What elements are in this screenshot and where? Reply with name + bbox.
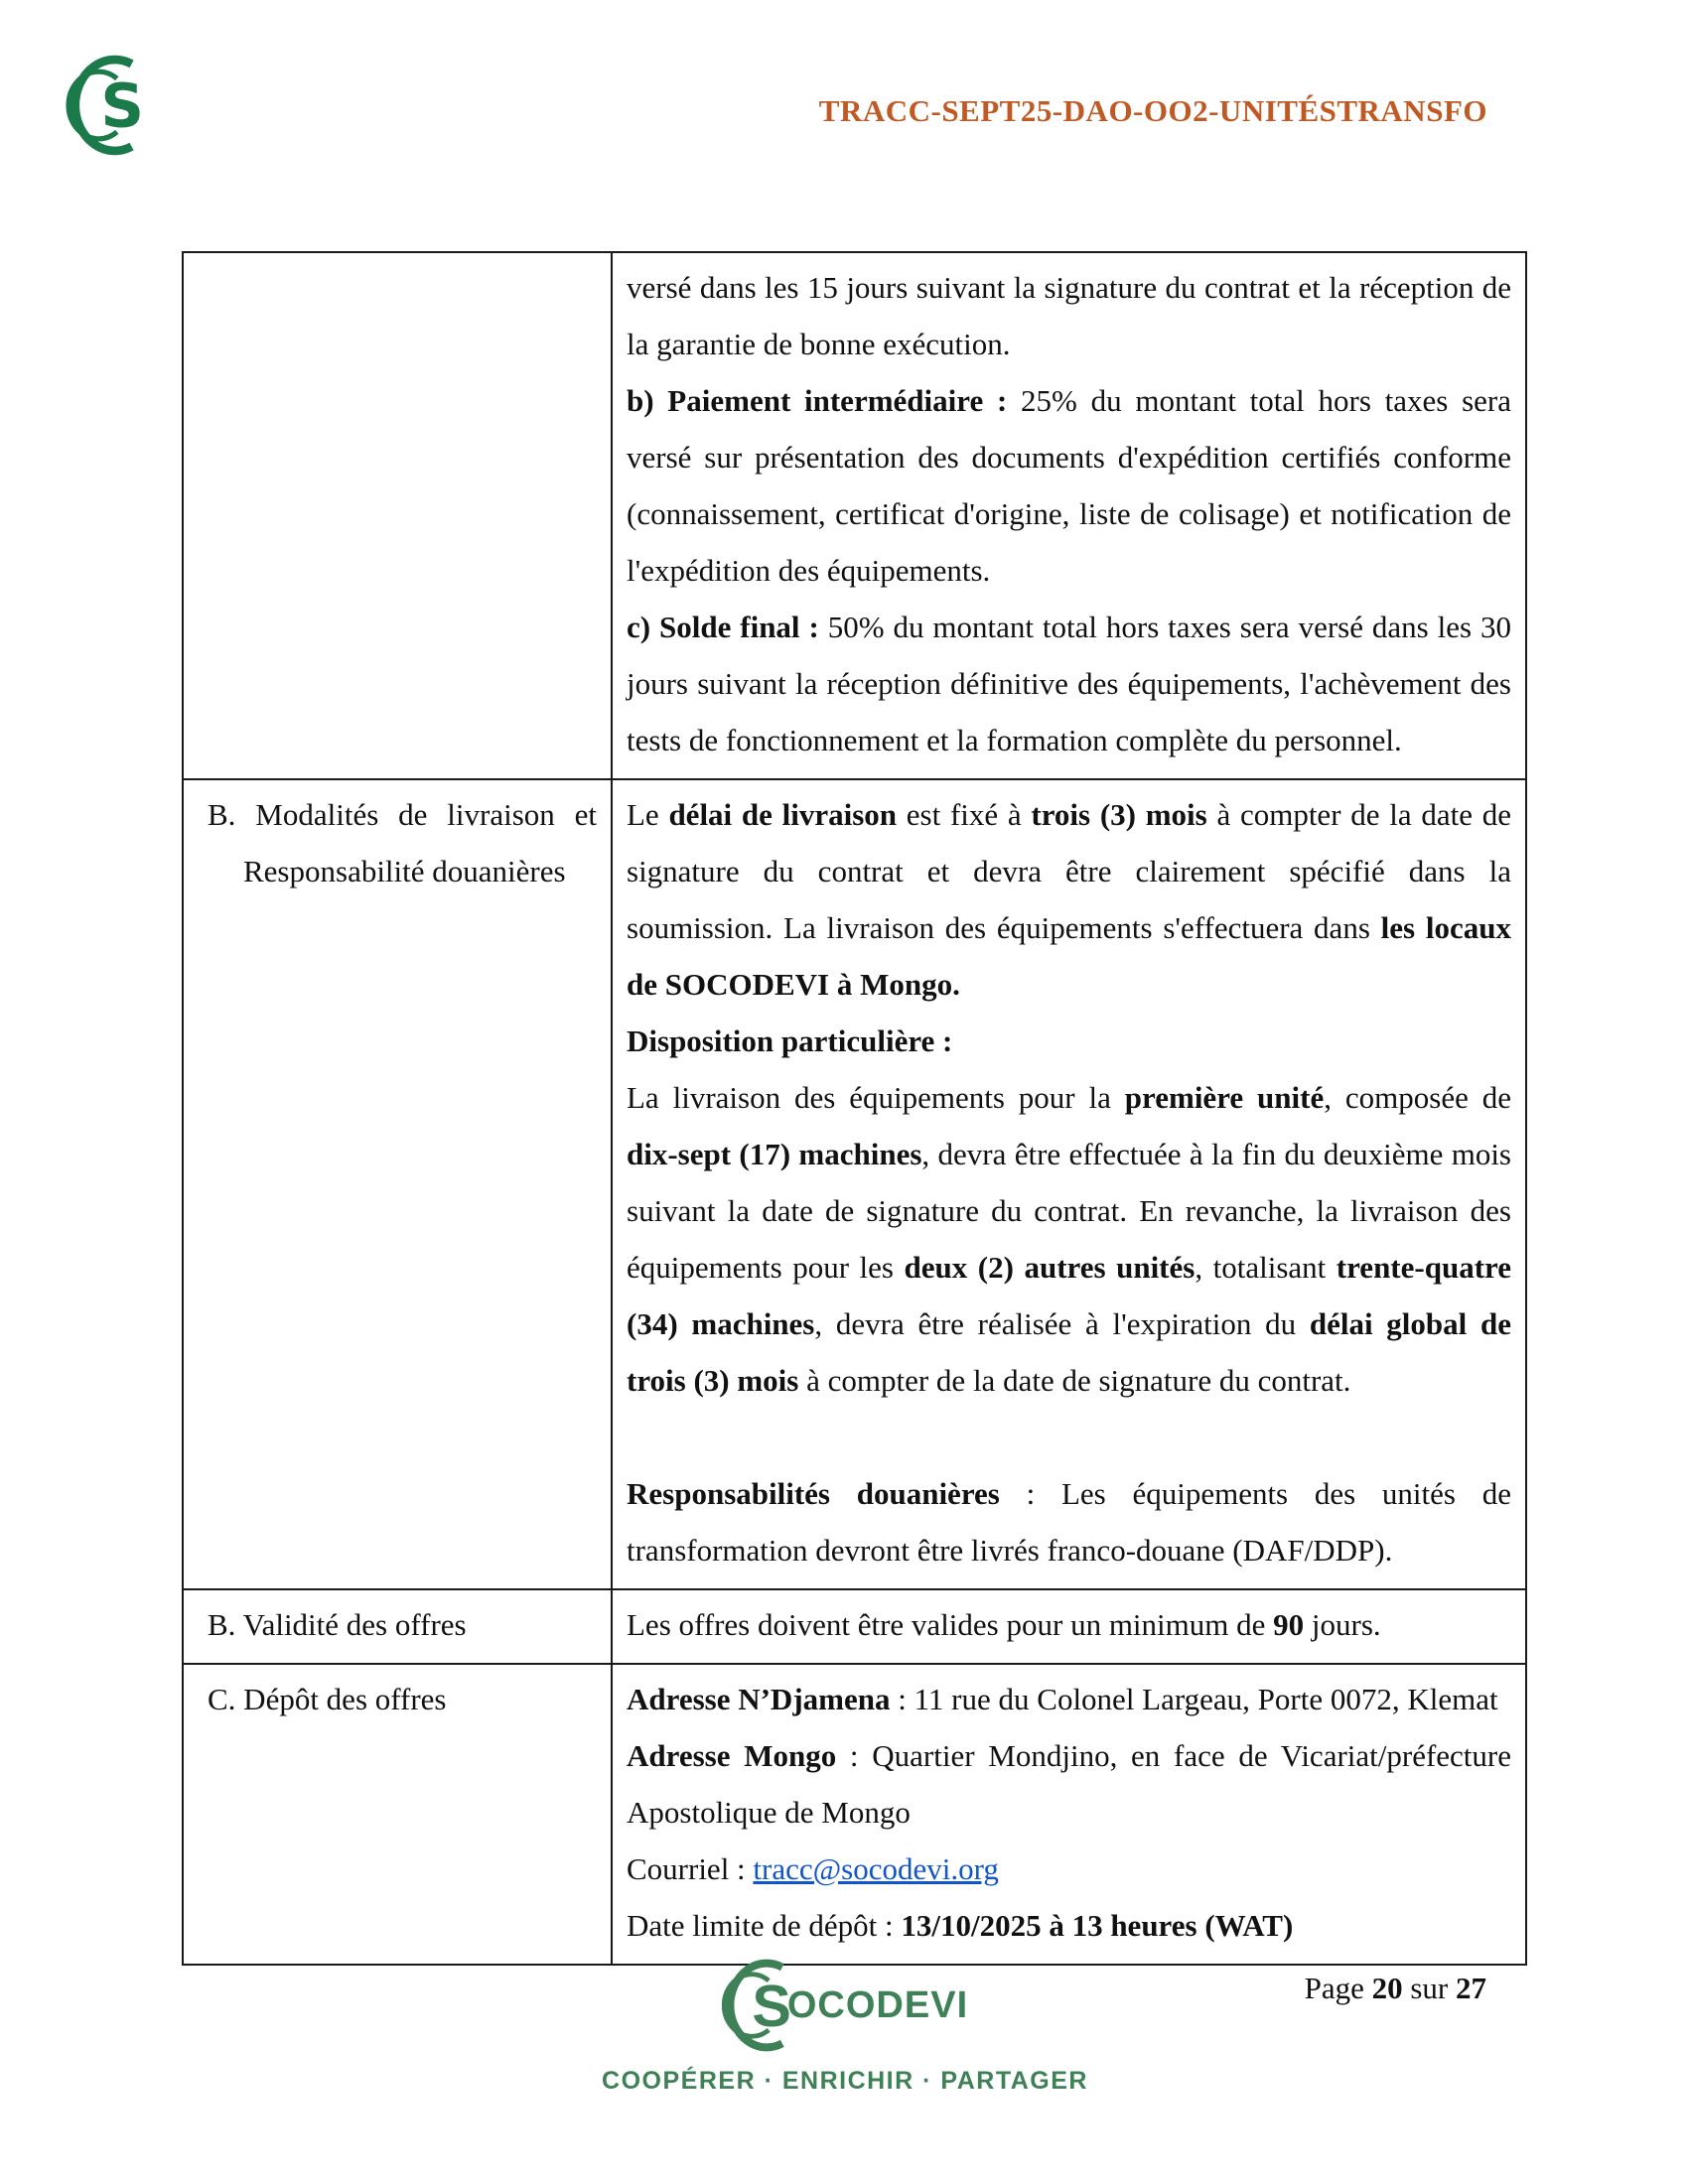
paragraph: Courriel : tracc@socodevi.org [627,1851,999,1886]
row-content-cell [612,252,1526,779]
paragraph: Date limite de dépôt : 13/10/2025 à 13 heures (WAT) [627,1908,1294,1943]
socodevi-crescent-s-icon [66,54,153,157]
paragraph: Disposition particulière : [627,1024,953,1058]
paragraph: Responsabilité douanières [243,854,566,888]
paragraph: b) Paiement intermédiaire : 25% du montant total hors taxes sera versé sur présentation des documents d'expédition certifiés conforme (connaissement, certificat d'origine, liste de colisage) et notification de l'expédition des équipements. [627,383,1512,588]
paragraph: Adresse N’Djamena : 11 rue du Colonel Largeau, Porte 0072, Klemat [627,1682,1498,1716]
offer-submission-content [627,1671,1511,1954]
paragraph: B. Validité des offres [208,1607,467,1642]
delivery-terms-content [627,786,1511,1578]
row-label-cell [183,779,612,1589]
contract-conditions-table [182,251,1527,1966]
paragraph: C. Dépôt des offres [208,1682,447,1716]
paragraph: Adresse Mongo : Quartier Mondjino, en face de Vicariat/préfecture Apostolique de Mongo [627,1738,1511,1830]
svg-text:S: S [752,1972,791,2039]
row-content-cell [612,1589,1526,1664]
page-number: Page 20 sur 27 [1304,1971,1486,2005]
paragraph: Responsabilités douanières : Les équipements des unités de transformation devront être livrés franco-douane (DAF/DDP). [627,1476,1511,1568]
table-row-offer-submission [183,1664,1526,1965]
spacer-line [627,1409,1511,1465]
footer-tagline: COOPÉRER · ENRICHIR · PARTAGER [602,2067,1088,2095]
row-label-cell [183,1589,612,1664]
payment-terms-content [627,259,1511,768]
paragraph: La livraison des équipements pour la première unité, composée de dix-sept (17) machines, devra être effectuée à la fin du deuxième mois suivant la date de signature du contrat. En revanche, la livraison des équipements pour les deux (2) autres unités, totalisant trente-quatre (34) machines, devra être réalisée à l'expiration du délai global de trois (3) mois à compter de la date de signature du contrat. [627,1080,1512,1398]
socodevi-wordmark [722,1958,968,2053]
table-row-payment-terms [183,252,1526,779]
row-label-cell [183,1664,612,1965]
delivery-terms-label [208,786,597,899]
email-link[interactable]: tracc@socodevi.org [753,1851,999,1886]
offer-validity-label [208,1596,597,1653]
paragraph: Les offres doivent être valides pour un minimum de 90 jours. [627,1607,1381,1642]
paragraph: c) Solde final : 50% du montant total hors taxes sera versé dans les 30 jours suivant la réception définitive des équipements, l'achèvement des tests de fonctionnement et la formation complète du personnel. [627,610,1511,757]
paragraph: B. Modalités de livraison et [208,797,597,832]
row-label-cell [183,252,612,779]
brand-wordmark-text: OCODEVI [786,1983,969,2026]
paragraph: Le délai de livraison est fixé à trois (3) mois à compter de la date de signature du contrat et devra être clairement spécifié dans la soumission. La livraison des équipements s'effectuera dans les locaux de SOCODEVI à Mongo. [627,797,1511,1002]
row-content-cell [612,779,1526,1589]
table-row-offer-validity [183,1589,1526,1664]
offer-validity-content [627,1596,1511,1653]
svg-text:S: S [100,71,145,142]
document-reference: TRACC-SEPT25-DAO-OO2-UNITÉSTRANSFO [818,93,1487,128]
row-content-cell [612,1664,1526,1965]
table-row-delivery-terms [183,779,1526,1589]
paragraph: versé dans les 15 jours suivant la signature du contrat et la réception de la garantie de bonne exécution. [627,270,1511,361]
footer-brand [602,1958,1088,2096]
offer-submission-label [208,1671,597,1727]
